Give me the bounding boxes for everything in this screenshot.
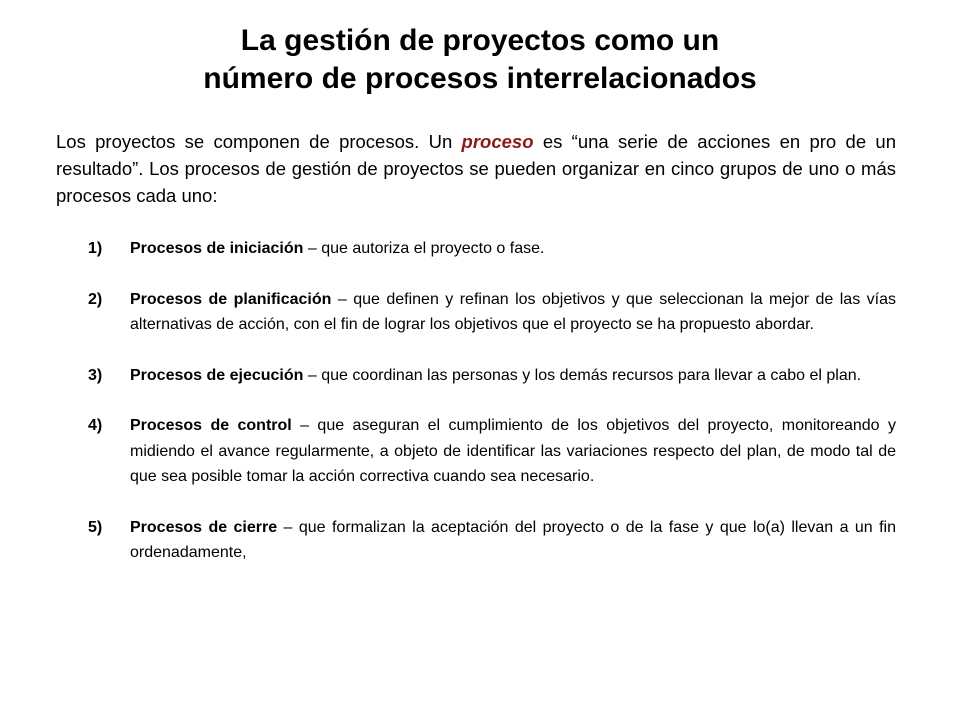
list-item-description: – que aseguran el cumplimiento de los objetivos del proyecto, monitoreando y midiendo el avance regularmente, a objeto de identificar las variaciones respecto del plan, de modo tal de que sea posible tomar la acción correctiva cuando sea necesario. bbox=[130, 417, 896, 485]
list-item-description: – que definen y refinan los objetivos y que seleccionan la mejor de las vías alternativas de acción, con el fin de lograr los objetivos que el proyecto se ha propuesto abordar. bbox=[130, 290, 896, 333]
list-item-term: Procesos de ejecución bbox=[130, 366, 304, 384]
slide-title-line-2: número de procesos interrelacionados bbox=[203, 62, 757, 95]
process-group-item-execution bbox=[88, 363, 896, 389]
list-item-number: 5) bbox=[88, 518, 103, 536]
process-group-item-control bbox=[88, 413, 896, 490]
process-group-item-initiation bbox=[88, 236, 896, 262]
intro-text-after: es “una serie de acciones en pro de un resultado”. Los procesos de gestión de proyectos se pueden organizar en cinco grupos de uno o más procesos cada uno: bbox=[56, 131, 896, 206]
list-item-number: 3) bbox=[88, 366, 103, 384]
process-group-item-planning bbox=[88, 287, 896, 338]
process-groups-list bbox=[88, 236, 896, 591]
slide-title bbox=[40, 22, 920, 98]
list-item-number: 1) bbox=[88, 240, 103, 257]
intro-paragraph bbox=[56, 128, 896, 209]
list-item-description: – que formalizan la aceptación del proyecto o de la fase y que lo(a) llevan a un fin ordenadamente, bbox=[130, 518, 897, 561]
list-item-number: 4) bbox=[88, 417, 103, 434]
process-group-item-closing bbox=[88, 515, 896, 566]
intro-text-before: Los proyectos se componen de procesos. Un bbox=[56, 131, 462, 152]
list-item-description: – que coordinan las personas y los demás recursos para llevar a cabo el plan. bbox=[303, 366, 862, 384]
list-item-number: 2) bbox=[88, 290, 103, 308]
intro-emphasis-proceso: proceso bbox=[461, 131, 534, 152]
list-item-term: Procesos de cierre bbox=[130, 518, 278, 536]
list-item-term: Procesos de iniciación bbox=[130, 240, 304, 257]
list-item-term: Procesos de planificación bbox=[130, 290, 332, 308]
list-item-term: Procesos de control bbox=[130, 417, 292, 434]
list-item-description: – que autoriza el proyecto o fase. bbox=[303, 240, 545, 257]
slide-title-line-1: La gestión de proyectos como un bbox=[240, 24, 720, 57]
